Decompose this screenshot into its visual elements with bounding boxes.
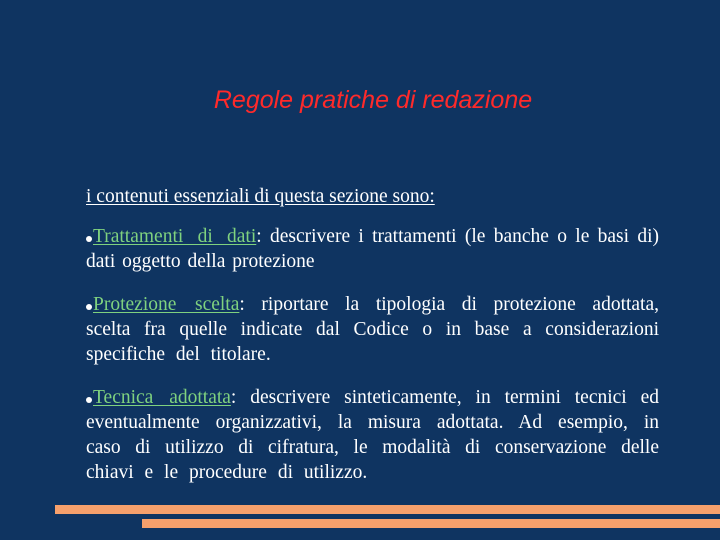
- decorative-bar-top: [55, 505, 720, 514]
- bullet-dot-icon: [86, 304, 92, 310]
- bullet-dot-icon: [86, 236, 92, 242]
- term-link[interactable]: Tecnica adottata: [93, 387, 231, 408]
- intro-text: i contenuti essenziali di questa sezione sono:: [86, 186, 435, 207]
- bullet-item-protezione: [86, 292, 659, 367]
- bullet-dot-icon: [86, 397, 92, 403]
- item-description: : riportare la tipologia di protezione adottata, scelta fra quelle indicate dal Codice o in base a considerazioni specifiche del titolare.: [86, 294, 660, 365]
- item-description: : descrivere i trattamenti (le banche o le basi di) dati oggetto della protezione: [86, 226, 660, 272]
- bullet-item-tecnica: [86, 385, 659, 485]
- item-description: : descrivere sinteticamente, in termini tecnici ed eventualmente organizzativi, la misura adottata. Ad esempio, in caso di utilizzo di cifratura, le modalità di conservazione delle chiavi e le procedure di utilizzo.: [86, 387, 659, 483]
- term-link[interactable]: Protezione scelta: [93, 294, 240, 315]
- slide-title: Regole pratiche di redazione: [213, 86, 533, 114]
- bullet-item-trattamenti: [86, 224, 659, 274]
- slide-content: [86, 184, 659, 503]
- term-link[interactable]: Trattamenti di dati: [93, 226, 257, 247]
- decorative-bar-bottom: [142, 519, 720, 528]
